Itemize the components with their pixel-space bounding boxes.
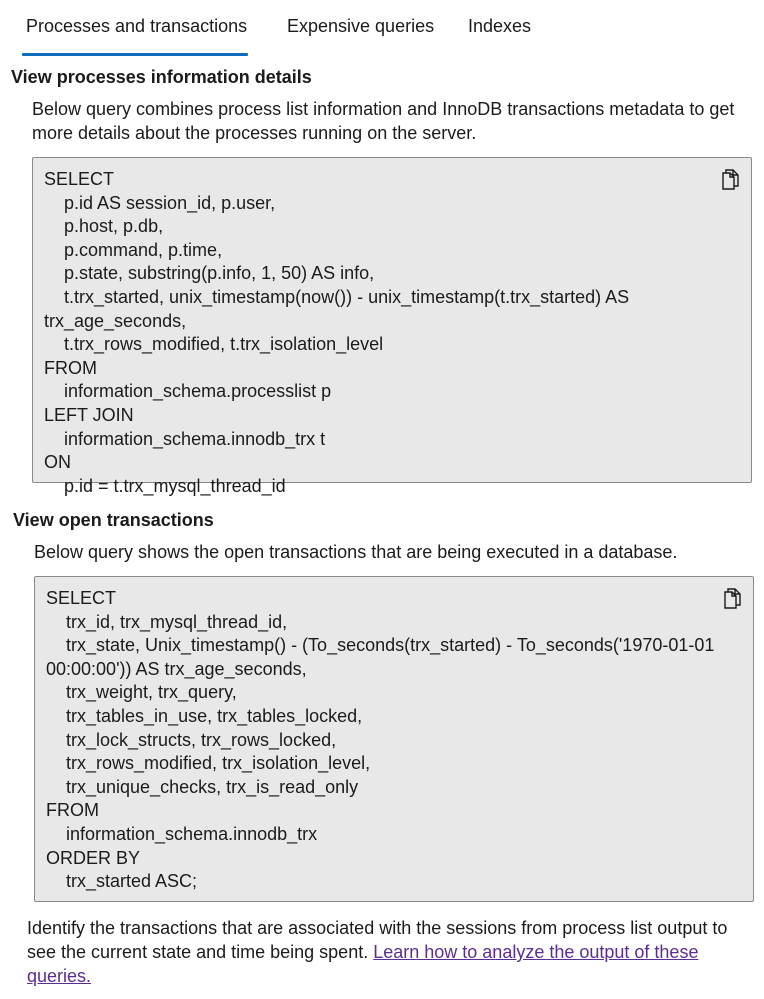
code-line: trx_tables_in_use, trx_tables_locked,: [46, 705, 363, 726]
code-line: FROM: [46, 800, 99, 821]
active-tab-indicator: [22, 53, 248, 56]
code-line: trx_started ASC;: [46, 871, 198, 892]
code-block-open-transactions[interactable]: [34, 576, 754, 902]
code-line: p.command, p.time,: [44, 239, 223, 260]
code-line: trx_id, trx_mysql_thread_id,: [46, 611, 288, 632]
code-line: p.host, p.db,: [44, 216, 164, 237]
code-line: trx_lock_structs, trx_rows_locked,: [46, 729, 337, 750]
code-line: information_schema.innodb_trx: [46, 823, 318, 844]
code-line: trx_age_seconds,: [44, 310, 187, 331]
code-line: FROM: [44, 357, 97, 378]
code-line: LEFT JOIN: [44, 404, 134, 425]
code-line: trx_rows_modified, trx_isolation_level,: [46, 753, 371, 774]
code-line: information_schema.innodb_trx t: [44, 428, 326, 449]
section-title-processes: View processes information details: [11, 67, 312, 87]
copy-icon: [721, 586, 745, 610]
code-text: [44, 168, 711, 498]
code-line: t.trx_rows_modified, t.trx_isolation_level: [44, 334, 384, 355]
code-line: trx_state, Unix_timestamp() - (To_seconds(trx_started) - To_seconds('1970-01-01: [46, 635, 715, 656]
code-line: trx_weight, trx_query,: [46, 682, 237, 703]
copy-icon: [719, 167, 743, 191]
code-line: p.id = t.trx_mysql_thread_id: [44, 475, 286, 496]
code-line: ORDER BY: [46, 847, 141, 868]
analyze-output-link[interactable]: Learn how to analyze the output of these queries.: [27, 942, 699, 986]
code-line: t.trx_started, unix_timestamp(now()) - unix_timestamp(t.trx_started) AS: [44, 286, 630, 307]
footer-text: [27, 916, 739, 988]
tab-indexes[interactable]: Indexes: [468, 16, 532, 36]
code-block-processes[interactable]: [32, 157, 752, 496]
code-line: information_schema.processlist p: [44, 381, 332, 402]
tab-bar: [0, 0, 764, 58]
copy-button[interactable]: [719, 167, 743, 191]
section-description-processes: Below query combines process list information and InnoDB transactions metadata to get more details about the processes running on the server.: [32, 99, 735, 143]
tab-expensive-queries[interactable]: Expensive queries: [287, 16, 435, 36]
section-title-open-transactions: View open transactions: [13, 510, 214, 530]
code-line: SELECT: [44, 169, 115, 189]
code-text: [46, 587, 713, 894]
code-line: p.id AS session_id, p.user,: [44, 192, 276, 213]
footer-body: Identify the transactions that are associated with the sessions from process list output to see the current state and time being spent.: [27, 918, 728, 962]
tab-processes-and-transactions[interactable]: Processes and transactions: [26, 16, 248, 36]
section-description-open-transactions: Below query shows the open transactions that are being executed in a database.: [34, 542, 678, 562]
code-line: trx_unique_checks, trx_is_read_only: [46, 776, 359, 797]
code-line: SELECT: [46, 588, 117, 608]
code-line: p.state, substring(p.info, 1, 50) AS info,: [44, 263, 375, 284]
copy-button[interactable]: [721, 586, 745, 610]
code-line: 00:00:00')) AS trx_age_seconds,: [46, 658, 307, 679]
code-line: ON: [44, 452, 71, 473]
